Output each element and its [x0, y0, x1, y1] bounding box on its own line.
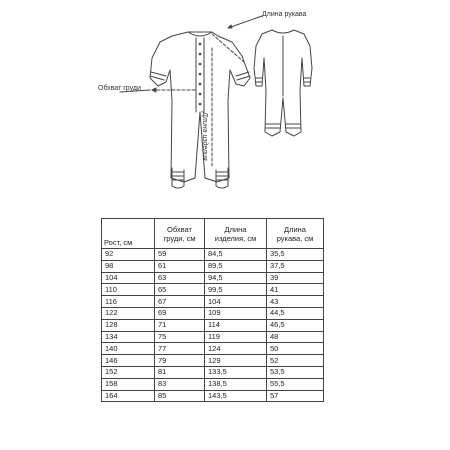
front-view: [120, 16, 262, 188]
table-cell: 77: [155, 343, 205, 355]
table-cell: 37,5: [267, 260, 324, 272]
table-row: [102, 343, 324, 355]
table-row: [102, 284, 324, 296]
table-cell: 104: [102, 272, 155, 284]
table-cell: 63: [155, 272, 205, 284]
garment-diagram: [0, 0, 450, 200]
table-row: [102, 366, 324, 378]
table-cell: 43: [267, 296, 324, 308]
size-table: [101, 218, 324, 402]
table-cell: 158: [102, 378, 155, 390]
table-cell: 92: [102, 249, 155, 261]
table-row: [102, 378, 324, 390]
table-cell: 52: [267, 355, 324, 367]
table-cell: 94,5: [205, 272, 267, 284]
table-row: [102, 331, 324, 343]
table-cell: 122: [102, 307, 155, 319]
table-cell: 46,5: [267, 319, 324, 331]
table-cell: 41: [267, 284, 324, 296]
table-cell: 79: [155, 355, 205, 367]
table-cell: 75: [155, 331, 205, 343]
table-cell: 48: [267, 331, 324, 343]
back-view: [254, 30, 312, 136]
table-cell: 110: [102, 284, 155, 296]
table-cell: 50: [267, 343, 324, 355]
table-cell: 152: [102, 366, 155, 378]
table-cell: 61: [155, 260, 205, 272]
table-cell: 146: [102, 355, 155, 367]
table-cell: 55,5: [267, 378, 324, 390]
table-row: [102, 390, 324, 402]
table-row: [102, 296, 324, 308]
table-cell: 69: [155, 307, 205, 319]
table-cell: 128: [102, 319, 155, 331]
table-cell: 99,5: [205, 284, 267, 296]
table-cell: 116: [102, 296, 155, 308]
table-cell: 129: [205, 355, 267, 367]
table-cell: 53,5: [267, 366, 324, 378]
table-cell: 57: [267, 390, 324, 402]
header-sleeve: Длина рукава, см: [267, 219, 324, 249]
table-cell: 59: [155, 249, 205, 261]
table-cell: 44,5: [267, 307, 324, 319]
table-row: [102, 249, 324, 261]
table-cell: 39: [267, 272, 324, 284]
table-cell: 83: [155, 378, 205, 390]
table-header-row: [102, 219, 324, 249]
table-cell: 119: [205, 331, 267, 343]
table-row: [102, 272, 324, 284]
table-cell: 134: [102, 331, 155, 343]
table-cell: 89,5: [205, 260, 267, 272]
table-row: [102, 260, 324, 272]
table-row: [102, 355, 324, 367]
table-cell: 124: [205, 343, 267, 355]
table-cell: 98: [102, 260, 155, 272]
table-cell: 84,5: [205, 249, 267, 261]
garment-length-label: Длина изделия: [201, 112, 208, 161]
chest-girth-label: Обхват груди: [98, 85, 141, 92]
table-cell: 133,5: [205, 366, 267, 378]
table-cell: 65: [155, 284, 205, 296]
table-cell: 35,5: [267, 249, 324, 261]
table-cell: 138,5: [205, 378, 267, 390]
table-cell: 143,5: [205, 390, 267, 402]
sleeve-length-label: Длина рукава: [262, 11, 307, 18]
header-chest: Обхват груди, см: [155, 219, 205, 249]
header-height: Рост, см: [102, 219, 155, 249]
table-row: [102, 319, 324, 331]
table-row: [102, 307, 324, 319]
table-cell: 164: [102, 390, 155, 402]
table-body: [102, 249, 324, 402]
table-cell: 71: [155, 319, 205, 331]
table-cell: 104: [205, 296, 267, 308]
table-cell: 85: [155, 390, 205, 402]
table-cell: 67: [155, 296, 205, 308]
table-cell: 109: [205, 307, 267, 319]
header-length: Длина изделия, см: [205, 219, 267, 249]
table-cell: 114: [205, 319, 267, 331]
table-cell: 81: [155, 366, 205, 378]
table-cell: 140: [102, 343, 155, 355]
